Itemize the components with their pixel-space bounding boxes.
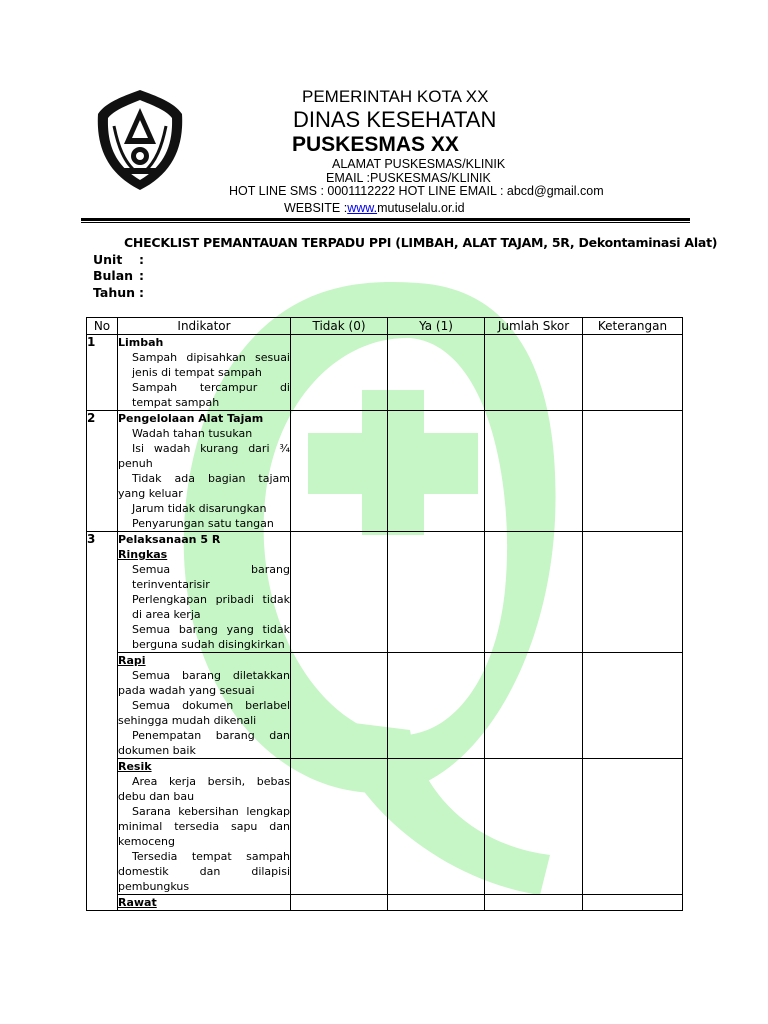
facility-address: ALAMAT PUSKESMAS/KLINIK [332, 157, 506, 171]
indicator-item: Sampah tercampur di tempat sampah [132, 381, 290, 409]
score-tidak-cell[interactable] [291, 532, 388, 653]
facility-name: PUSKESMAS XX [292, 133, 459, 156]
table-row [87, 759, 683, 895]
field-separator: : [139, 285, 144, 300]
row-number: 2 [87, 411, 118, 532]
table-row [87, 895, 683, 911]
table-row [87, 532, 683, 653]
indicator-item: Semua dokumen berlabel sehingga mudah dikenali [118, 699, 290, 727]
indicator-item: Penempatan barang dan dokumen baik [118, 729, 290, 757]
section-title: Limbah [118, 336, 164, 349]
subsection-title: Resik [118, 760, 152, 773]
section-title: Pengelolaan Alat Tajam [118, 412, 264, 425]
emblem-seal-icon [94, 86, 186, 194]
document-title: CHECKLIST PEMANTAUAN TERPADU PPI (LIMBAH, ALAT TAJAM, 5R, Dekontaminasi Alat) [124, 235, 718, 250]
score-ya-cell[interactable] [388, 532, 485, 653]
indicator-item: Wadah tahan tusukan [132, 427, 253, 440]
indicator-item: Area kerja bersih, bebas debu dan bau [118, 775, 290, 803]
col-header-indikator: Indikator [118, 318, 291, 335]
score-tidak-cell[interactable] [291, 335, 388, 411]
score-tidak-cell[interactable] [291, 411, 388, 532]
website-domain: mutuselalu.or.id [377, 201, 465, 215]
indicator-item: Isi wadah kurang dari ¾ penuh [118, 442, 290, 470]
score-ya-cell[interactable] [388, 335, 485, 411]
indicator-item: Perlengkapan pribadi tidak di area kerja [132, 593, 290, 621]
hotline-info: HOT LINE SMS : 0001112222 HOT LINE EMAIL : abcd@gmail.com [229, 184, 604, 198]
row-number: 1 [87, 335, 118, 411]
subsection-title: Rawat [118, 896, 157, 909]
government-name: PEMERINTAH KOTA XX [302, 87, 489, 106]
field-separator: : [139, 252, 144, 267]
score-total-cell[interactable] [485, 411, 583, 532]
score-tidak-cell[interactable] [291, 653, 388, 759]
col-header-no: No [87, 318, 118, 335]
indicator-cell [118, 411, 291, 532]
remarks-cell[interactable] [583, 335, 683, 411]
indicator-item: Penyarungan satu tangan [132, 517, 274, 530]
remarks-cell[interactable] [583, 532, 683, 653]
indicator-item: Sampah dipisahkan sesuai jenis di tempat sampah [132, 351, 290, 379]
score-total-cell[interactable] [485, 759, 583, 895]
col-header-ya: Ya (1) [388, 318, 485, 335]
table-header-row [87, 318, 683, 335]
score-ya-cell[interactable] [388, 653, 485, 759]
col-header-keterangan: Keterangan [583, 318, 683, 335]
table-row [87, 411, 683, 532]
indicator-item: Tidak ada bagian tajam yang keluar [118, 472, 290, 500]
indicator-cell [118, 895, 291, 911]
website-link[interactable]: www. [347, 201, 378, 215]
subsection-title: Ringkas [118, 548, 168, 561]
department-name: DINAS KESEHATAN [293, 107, 497, 132]
indicator-item: Jarum tidak disarungkan [132, 502, 267, 515]
field-bulan [93, 268, 144, 283]
score-ya-cell[interactable] [388, 895, 485, 911]
facility-email: EMAIL :PUSKESMAS/KLINIK [326, 171, 491, 185]
indicator-cell [118, 335, 291, 411]
field-label: Bulan [93, 268, 134, 283]
score-ya-cell[interactable] [388, 759, 485, 895]
indicator-item: Sarana kebersihan lengkap minimal tersedia sapu dan kemoceng [118, 805, 290, 848]
remarks-cell[interactable] [583, 653, 683, 759]
field-unit [93, 252, 144, 267]
indicator-item: Semua barang diletakkan pada wadah yang sesuai [118, 669, 290, 697]
table-row [87, 653, 683, 759]
row-number: 3 [87, 532, 118, 911]
score-total-cell[interactable] [485, 532, 583, 653]
score-tidak-cell[interactable] [291, 895, 388, 911]
score-tidak-cell[interactable] [291, 759, 388, 895]
checklist-table [86, 317, 683, 911]
field-label: Unit [93, 252, 123, 267]
field-separator: : [139, 268, 144, 283]
subsection-title: Rapi [118, 654, 146, 667]
indicator-item: Semua barang yang tidak berguna sudah disingkirkan [132, 623, 290, 651]
field-label: Tahun [93, 285, 136, 300]
col-header-tidak: Tidak (0) [291, 318, 388, 335]
header-divider-thin [81, 222, 690, 223]
section-title: Pelaksanaan 5 R [118, 533, 221, 546]
field-tahun [93, 285, 144, 300]
remarks-cell[interactable] [583, 895, 683, 911]
indicator-item: Tersedia tempat sampah domestik dan dilapisi pembungkus [118, 850, 290, 893]
score-total-cell[interactable] [485, 895, 583, 911]
indicator-cell [118, 759, 291, 895]
website-label: WEBSITE : [284, 201, 348, 215]
score-total-cell[interactable] [485, 653, 583, 759]
score-ya-cell[interactable] [388, 411, 485, 532]
indicator-item: Semua barang terinventarisir [132, 563, 290, 591]
indicator-cell [118, 532, 291, 653]
table-row [87, 335, 683, 411]
website-line [284, 201, 465, 215]
remarks-cell[interactable] [583, 411, 683, 532]
header-divider-thick [81, 218, 690, 221]
col-header-jumlah-skor: Jumlah Skor [485, 318, 583, 335]
indicator-cell [118, 653, 291, 759]
remarks-cell[interactable] [583, 759, 683, 895]
score-total-cell[interactable] [485, 335, 583, 411]
